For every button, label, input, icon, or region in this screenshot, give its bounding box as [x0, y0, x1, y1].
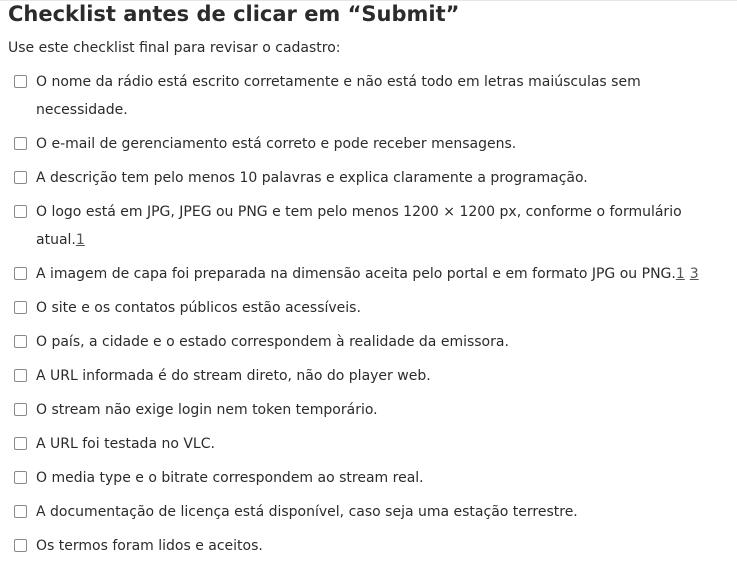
checklist-item-text: A URL foi testada no VLC. [36, 436, 215, 452]
checklist-item [14, 498, 724, 526]
checklist-item-text: O media type e o bitrate correspondem ao stream real. [36, 470, 424, 486]
page-title: Checklist antes de clicar em “Submit” [8, 2, 460, 26]
checklist-item [14, 328, 724, 356]
checklist-item-text: A imagem de capa foi preparada na dimensão aceita pelo portal e em formato JPG ou PNG.1 3 [36, 266, 699, 282]
checklist-item-text: O e-mail de gerenciamento está correto e pode receber mensagens. [36, 136, 517, 152]
checklist-item-text: A documentação de licença está disponível, caso seja uma estação terrestre. [36, 504, 578, 520]
checklist-item [14, 532, 724, 560]
checklist-item [14, 464, 724, 492]
checkbox[interactable] [14, 437, 27, 450]
checklist-item [14, 396, 724, 424]
checkbox[interactable] [14, 369, 27, 382]
checklist-item [14, 430, 724, 458]
checkbox[interactable] [14, 301, 27, 314]
footnote-link[interactable]: 1 [75, 232, 85, 248]
checklist-item-text: A descrição tem pelo menos 10 palavras e explica claramente a programação. [36, 170, 588, 186]
footnote-link[interactable]: 1 [675, 266, 685, 282]
checklist-item [14, 198, 724, 254]
checkbox[interactable] [14, 471, 27, 484]
checkbox[interactable] [14, 205, 27, 218]
checkbox[interactable] [14, 267, 27, 280]
checklist [14, 68, 724, 566]
checkbox[interactable] [14, 403, 27, 416]
checklist-item-text: O stream não exige login nem token temporário. [36, 402, 378, 418]
checklist-item-text: O logo está em JPG, JPEG ou PNG e tem pelo menos 1200 × 1200 px, conforme o formulário atual.1 [36, 204, 682, 248]
checklist-item-text: O nome da rádio está escrito corretamente e não está todo em letras maiúsculas sem necessidade. [36, 74, 641, 118]
checklist-item [14, 362, 724, 390]
checkbox[interactable] [14, 335, 27, 348]
checklist-item [14, 294, 724, 322]
checkbox[interactable] [14, 539, 27, 552]
checklist-item-text: A URL informada é do stream direto, não do player web. [36, 368, 431, 384]
checkbox[interactable] [14, 137, 27, 150]
checklist-item [14, 164, 724, 192]
checklist-item-text: O site e os contatos públicos estão acessíveis. [36, 300, 361, 316]
checkbox[interactable] [14, 75, 27, 88]
checkbox[interactable] [14, 505, 27, 518]
footnote-link[interactable]: 3 [689, 266, 699, 282]
checklist-item [14, 130, 724, 158]
checklist-item [14, 260, 724, 288]
checklist-item-text: O país, a cidade e o estado correspondem à realidade da emissora. [36, 334, 509, 350]
checklist-item [14, 68, 724, 124]
intro-text: Use este checklist final para revisar o cadastro: [8, 40, 341, 56]
checklist-item-text: Os termos foram lidos e aceitos. [36, 538, 263, 554]
checkbox[interactable] [14, 171, 27, 184]
